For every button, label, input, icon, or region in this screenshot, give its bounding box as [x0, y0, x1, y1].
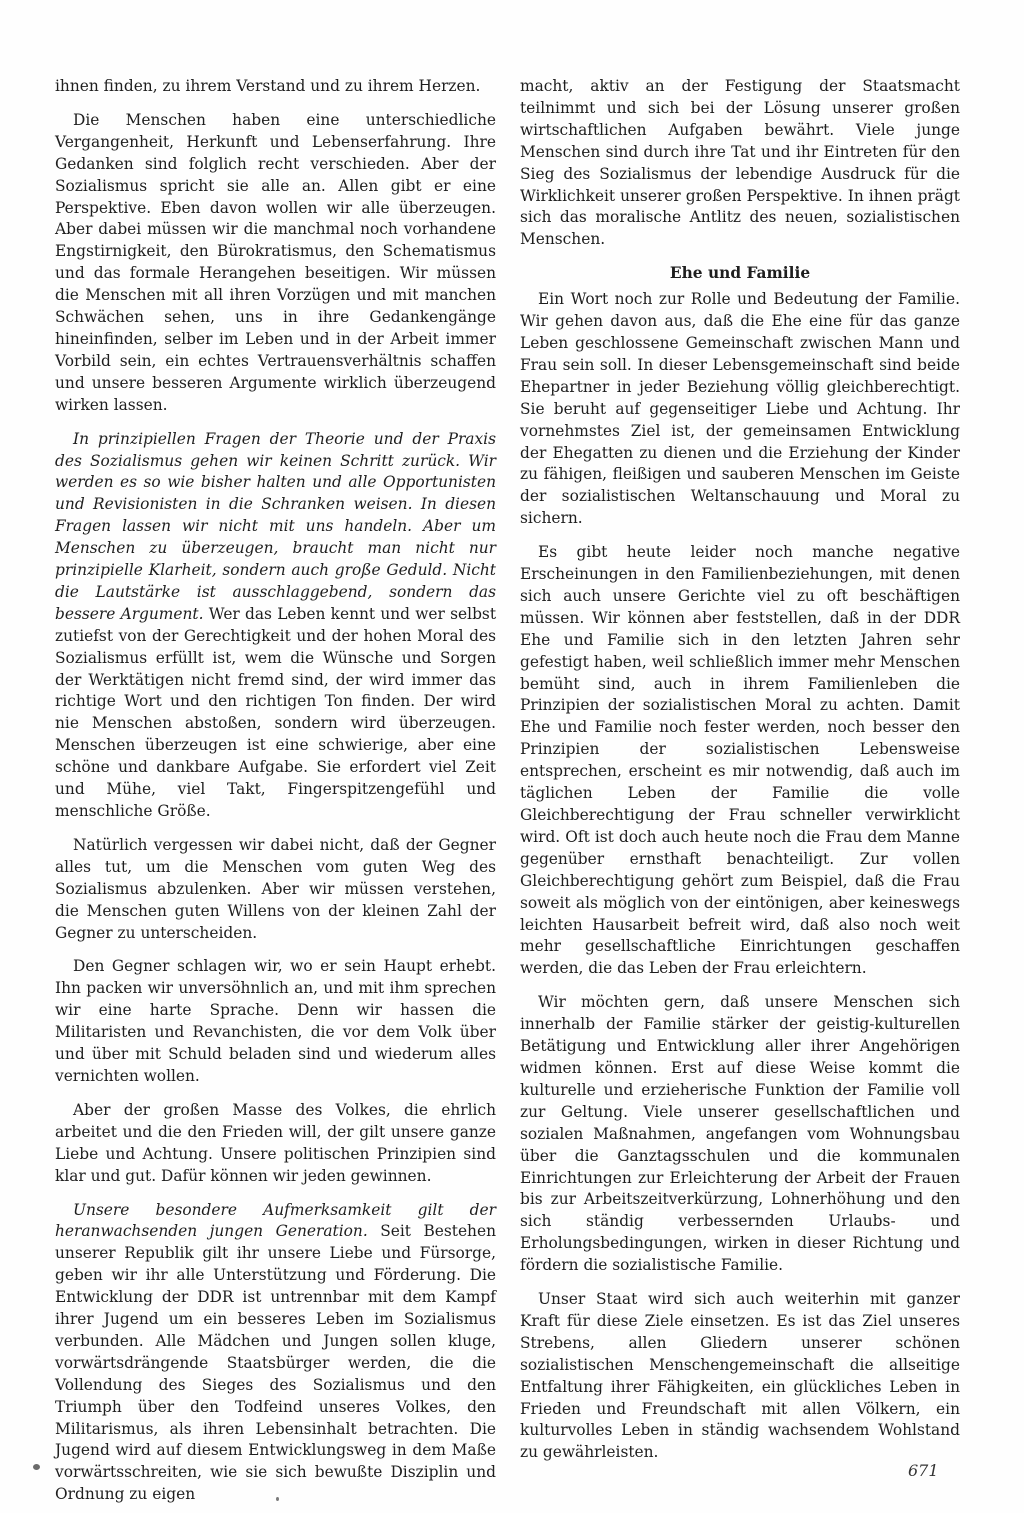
right-column — [520, 76, 960, 1476]
paragraph: Den Gegner schlagen wir, wo er sein Haupt erhebt. Ihn packen wir unversöhnlich an, und mit ihm sprechen wir eine harte Sprache. Denn wir hassen die Militaristen und Revanchisten, die vor dem Volk über und über mit Schuld beladen sind und wiederum alles vernichten wollen. — [55, 957, 496, 1085]
section-heading: Ehe und Familie — [669, 264, 811, 283]
paragraph: ihnen finden, zu ihrem Verstand und zu ihrem Herzen. — [55, 77, 481, 95]
emphasis-text: In prinzipiellen Fragen der Theorie und der Praxis des Sozialismus gehen wir keinen Schritt zurück. Wir werden es so wie bisher halten und alle Opportunisten und Revisionisten in die Schranken weisen. In diesen Fragen lassen wir nicht mit uns handeln. Aber um Menschen zu überzeugen, braucht man nicht nur prinzipielle Klarheit, sondern auch große Geduld. Nicht die Lautstärke ist ausschlaggebend, sondern das bessere Argument. — [55, 429, 496, 623]
paragraph: Aber der großen Masse des Volkes, die ehrlich arbeitet und die den Frieden will, der gilt unsere ganze Liebe und Achtung. Unsere politischen Prinzipien sind klar und gut. Dafür können wir jeden gewinnen. — [55, 1100, 496, 1185]
paragraph: Natürlich vergessen wir dabei nicht, daß der Gegner alles tut, um die Menschen vom guten Weg des Sozialismus abzulenken. Aber wir müssen verstehen, die Menschen guten Willens von der kleinen Zahl der Gegner zu unterscheiden. — [55, 835, 496, 942]
paragraph: Es gibt heute leider noch manche negative Erscheinungen in den Familienbeziehungen, mit denen sich auch unsere Gerichte viel zu oft beschäftigen müssen. Wir können aber feststellen, daß in der DDR Ehe und Familie sich in den letzten Jahren sehr gefestigt haben, weil schließlich immer mehr Menschen bemüht sind, auch in ihrem Familienleben die Prinzipien der sozialistischen Moral zu achten. Damit Ehe und Familie noch fester werden, noch besser den Prinzipien der sozialistischen Lebensweise entsprechen, erscheint es mir notwendig, daß auch im täglichen Leben der Familie die volle Gleichberechtigung der Frau schneller verwirklicht wird. Oft ist doch auch heute noch die Frau dem Manne gegenüber ernsthaft benachteiligt. Zur vollen Gleichberechtigung gehört zum Beispiel, daß die Frau soweit als möglich von der eintönigen, aber keineswegs leichten Hausarbeit befreit wird, daß also noch weit mehr gesellschaftliche Einrichtungen geschaffen werden, die das Leben der Frau erleichtern. — [520, 543, 960, 978]
paragraph: Ein Wort noch zur Rolle und Bedeutung der Familie. Wir gehen davon aus, daß die Ehe eine für das ganze Leben geschlossene Gemeinschaft zwischen Mann und Frau sein soll. In dieser Lebensgemeinschaft sind beide Ehepartner in jeder Beziehung völlig gleichberechtigt. Sie beruht auf gegenseitiger Liebe und Achtung. Ihr vornehmstes Ziel ist, der gemeinsamen Entwicklung der Ehegatten zu dienen und die Erziehung der Kinder zu fähigen, fleißigen und sauberen Menschen im Geiste der sozialistischen Weltanschauung und Moral zu sichern. — [520, 290, 960, 528]
paragraph: Unser Staat wird sich auch weiterhin mit ganzer Kraft für diese Ziele einsetzen. Es ist das Ziel unseres Strebens, allen Gliedern unserer schönen sozialistischen Menschengemeinschaft die allseitige Entfaltung ihrer Fähigkeiten, ein glückliches Leben in Frieden und Freundschaft mit allen Völkern, ein kulturvolles Leben in ständig wachsendem Wohlstand zu gewährleisten. — [520, 1290, 960, 1462]
left-column — [55, 76, 496, 1518]
paragraph: Wir möchten gern, daß unsere Menschen sich innerhalb der Familie stärker der geistig-kulturellen Betätigung und Entwicklung aller ihrer Angehörigen widmen können. Erst auf diese Weise kommt die kulturelle und erzieherische Funktion der Familie voll zur Geltung. Viele unserer gesellschaftlichen und sozialen Maßnahmen, angefangen vom Wohnungsbau über die Ganztagsschulen und die kommunalen Einrichtungen zur Erleichterung der Arbeit der Frauen bis zur Arbeitszeitverkürzung, Lohnerhöhung und den sich ständig verbessernden Urlaubs- und Erholungsbedingungen, wirken in dieser Richtung und fördern die sozialistische Familie. — [520, 993, 960, 1275]
page-number: 671 — [908, 1461, 939, 1480]
paragraph: Die Menschen haben eine unterschiedliche Vergangenheit, Herkunft und Lebenserfahrung. Ihre Gedanken sind folglich recht verschieden. Aber der Sozialismus spricht sie alle an. Allen gibt er eine Perspektive. Eben davon wollen wir alle überzeugen. Aber dabei müssen wir die manchmal noch vorhandene Engstirnigkeit, den Bürokratismus, den Schematismus und das formale Herangehen beseitigen. Wir müssen die Menschen mit all ihren Vorzügen und mit manchen Schwächen sehen, uns in ihre Gedankengänge hineinfinden, selber im Leben und in der Arbeit immer Vorbild sein, ein echtes Vertrauensverhältnis schaffen und unsere besseren Argumente wirklich überzeugend wirken lassen. — [55, 110, 496, 414]
paragraph — [55, 1200, 496, 1507]
paragraph — [55, 429, 496, 823]
paragraph-text: Wer das Leben kennt und wer selbst zutiefst von der Gerechtigkeit und der hohen Moral des Sozialismus erfüllt ist, wem die Wünsche und Sorgen der Werktätigen nicht fremd sind, der wird immer das richtige Wort und den richtigen Ton finden. Der wird nie Menschen abstoßen, sondern wird überzeugen. Menschen überzeugen ist eine schwierige, aber eine schöne und dankbare Aufgabe. Sie erfordert viel Zeit und Mühe, viel Takt, Fingerspitzengefühl und menschliche Größe. — [55, 604, 497, 820]
paragraph-text: Seit Bestehen unserer Republik gilt ihr unsere Liebe und Fürsorge, geben wir ihr alle Unterstützung und Förderung. Die Entwicklung der DDR ist untrennbar mit dem Kampf ihrer Jugend um ein besseres Leben im Sozialismus verbunden. Alle Mädchen und Jungen sollen kluge, vorwärtsdrängende Staatsbürger werden, die die Vollendung des Sieges des Sozialismus und den Triumph über den Todfeind unseres Volkes, den Militarismus, als ihren Lebensinhalt betrachten. Die Jugend wird auf diesem Entwicklungsweg in dem Maße vorwärtsschreiten, wie sie sich bewußte Disziplin und Ordnung zu eigen — [55, 1222, 496, 1504]
ink-speck — [276, 1497, 279, 1501]
emphasis-text: Unsere besondere Aufmerksamkeit gilt der heranwachsenden jungen Generation. — [55, 1200, 496, 1241]
ink-speck — [33, 1464, 40, 1470]
paragraph: macht, aktiv an der Festigung der Staatsmacht teilnimmt und sich bei der Lösung unserer großen wirtschaftlichen Aufgaben bewährt. Viele junge Menschen sind durch ihre Tat und ihr Eintreten für den Sieg des Sozialismus der lebendige Ausdruck für die Wirklichkeit unserer großen Perspektive. In ihnen prägt sich das moralische Antlitz des neuen, sozialistischen Menschen. — [520, 77, 960, 249]
